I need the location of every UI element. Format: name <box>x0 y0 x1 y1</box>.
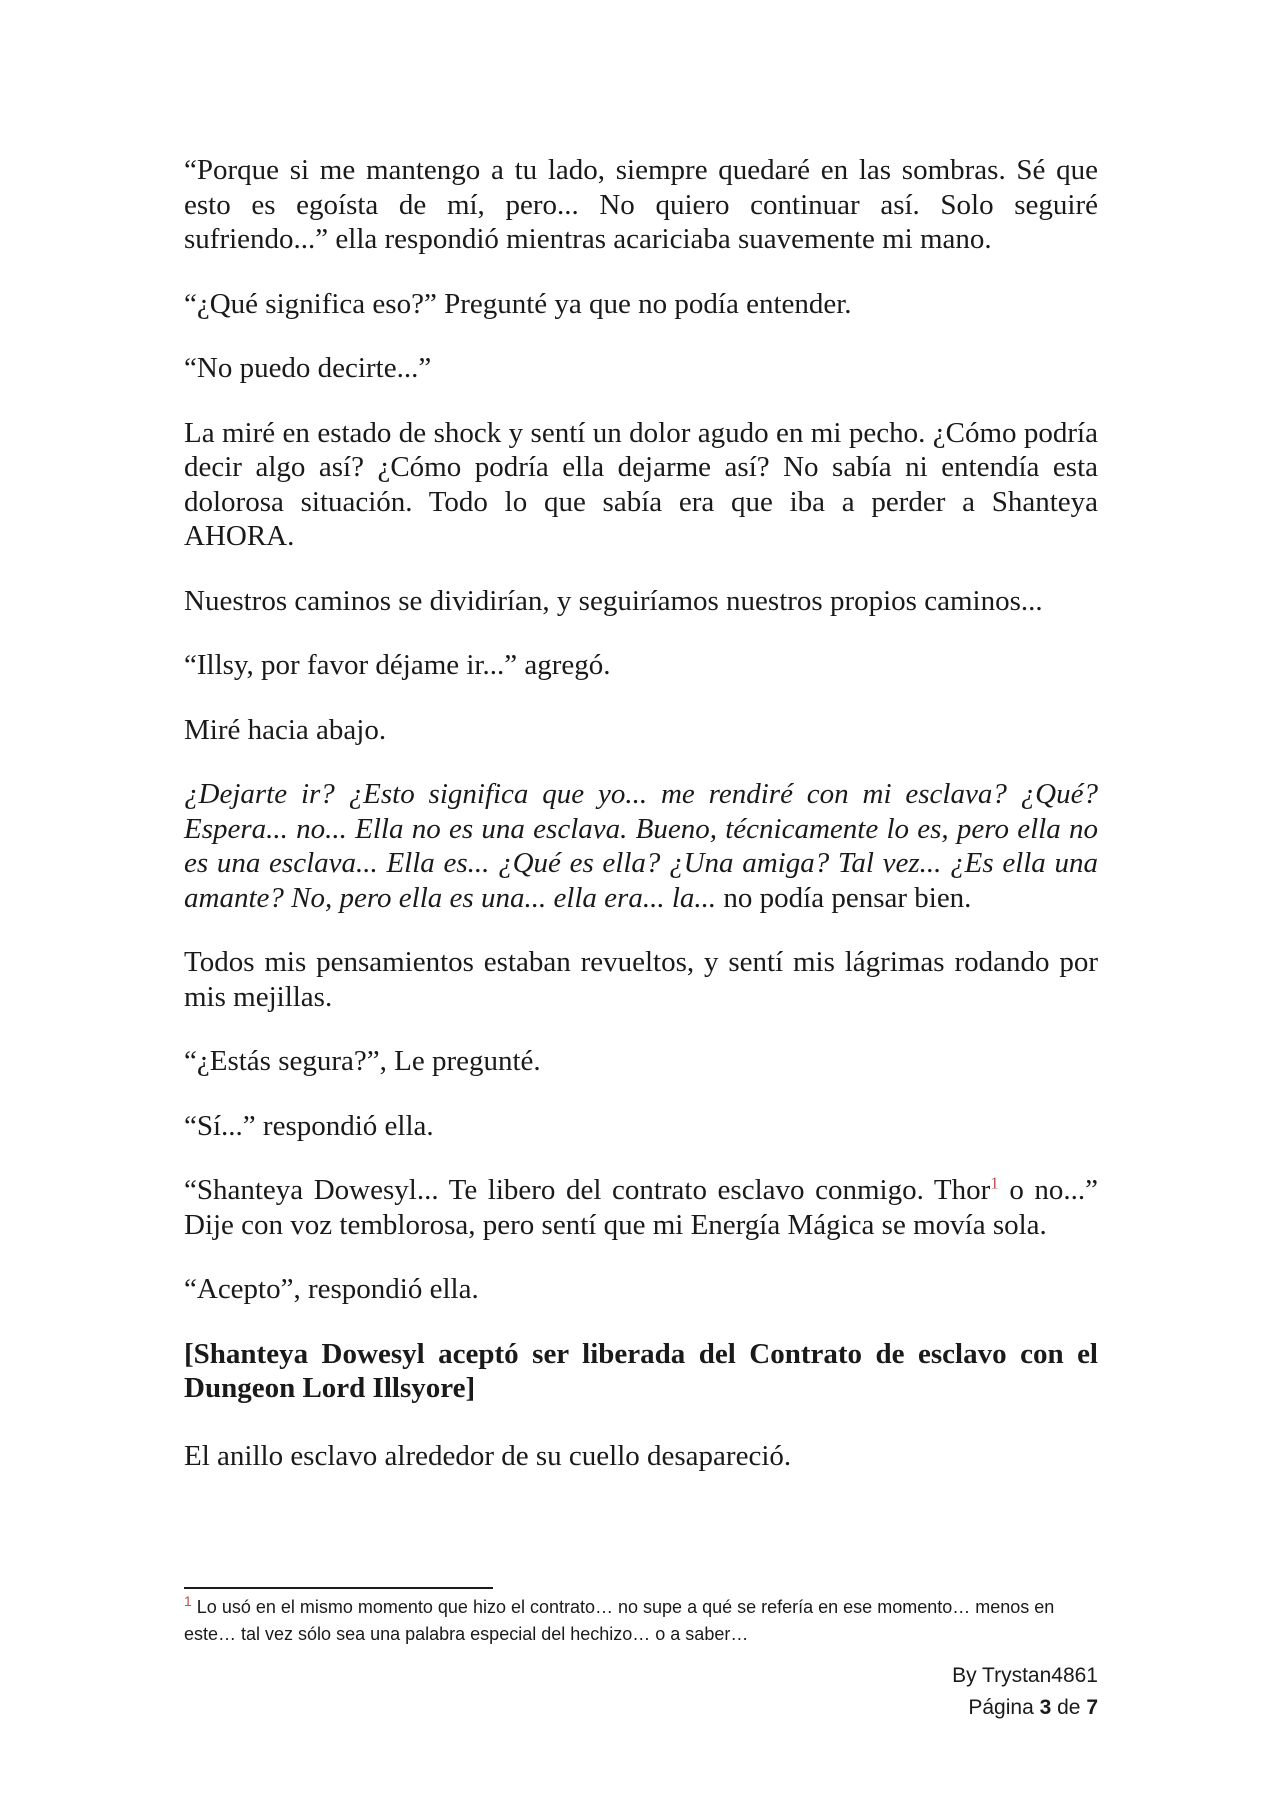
paragraph-6: “Illsy, por favor déjame ir...” agregó. <box>184 649 611 681</box>
footnote <box>184 1594 1098 1648</box>
inner-thought-text: ¿Dejarte ir? ¿Esto significa que yo... me rendiré con mi esclava? ¿Qué? Espera... no... Ella no es una esclava. Bueno, técnicamente lo es, pero ella no es una esclava... Ella es... ¿Qué es ella? ¿Una amiga? Tal vez... ¿Es ella una amante? No, pero ella es una... ella era... la... <box>184 778 1098 914</box>
body-text <box>184 153 1098 1473</box>
footnote-mark: 1 <box>184 1593 192 1609</box>
current-page: 3 <box>1039 1696 1052 1719</box>
paragraph-15: El anillo esclavo alrededor de su cuello desapareció. <box>184 1439 792 1472</box>
paragraph-5: Nuestros caminos se dividirían, y seguiríamos nuestros propios caminos... <box>184 584 1043 617</box>
paragraph-1: “Porque si me mantengo a tu lado, siempre quedaré en las sombras. Sé que esto es egoísta de mí, pero... No quiero continuar así. Solo seguiré sufriendo...” ella respondió mientras acariciaba suavemente mi mano. <box>184 154 1098 255</box>
author-credit: By Trystan4861 <box>952 1664 1098 1687</box>
paragraph-3: “No puedo decirte...” <box>184 352 432 384</box>
paragraph-2: “¿Qué significa eso?” Pregunté ya que no podía entender. <box>184 287 852 320</box>
paragraph-8-ending: no podía pensar bien. <box>716 881 972 914</box>
page-label: Página <box>968 1696 1040 1719</box>
system-message: [Shanteya Dowesyl aceptó ser liberada del Contrato de esclavo con el Dungeon Lord Illsyore] <box>184 1337 1098 1404</box>
paragraph-12-start: “Shanteya Dowesyl... Te libero del contrato esclavo conmigo. Thor <box>184 1174 991 1206</box>
paragraph-12 <box>184 1173 1098 1242</box>
paragraph-4: La miré en estado de shock y sentí un dolor agudo en mi pecho. ¿Cómo podría decir algo así? ¿Cómo podría ella dejarme así? No sabía ni entendía esta dolorosa situación. Todo lo que sabía era que iba a perder a Shanteya AHORA. <box>184 416 1098 552</box>
total-pages: 7 <box>1086 1696 1098 1719</box>
paragraph-10: “¿Estás segura?”, Le pregunté. <box>184 1045 541 1077</box>
paragraph-12-end: o no...” Dije con voz temblorosa, pero sentí que mi Energía Mágica se movía sola. <box>184 1174 1099 1241</box>
footnote-separator <box>184 1587 493 1589</box>
paragraph-9: Todos mis pensamientos estaban revueltos, y sentí mis lágrimas rodando por mis mejillas. <box>184 946 1098 1013</box>
page-number <box>952 1692 1098 1724</box>
page-footer <box>952 1660 1098 1724</box>
page-of-label: de <box>1051 1696 1087 1719</box>
paragraph-8 <box>184 777 1098 915</box>
paragraph-11: “Sí...” respondió ella. <box>184 1109 434 1142</box>
footnote-text: Lo usó en el mismo momento que hizo el contrato… no supe a qué se refería en ese momento… menos en este… tal vez sólo sea una palabra especial del hechizo… o a saber… <box>184 1597 1055 1644</box>
paragraph-7: Miré hacia abajo. <box>184 713 387 746</box>
paragraph-13: “Acepto”, respondió ella. <box>184 1273 479 1305</box>
footnote-reference[interactable]: 1 <box>990 1173 999 1193</box>
